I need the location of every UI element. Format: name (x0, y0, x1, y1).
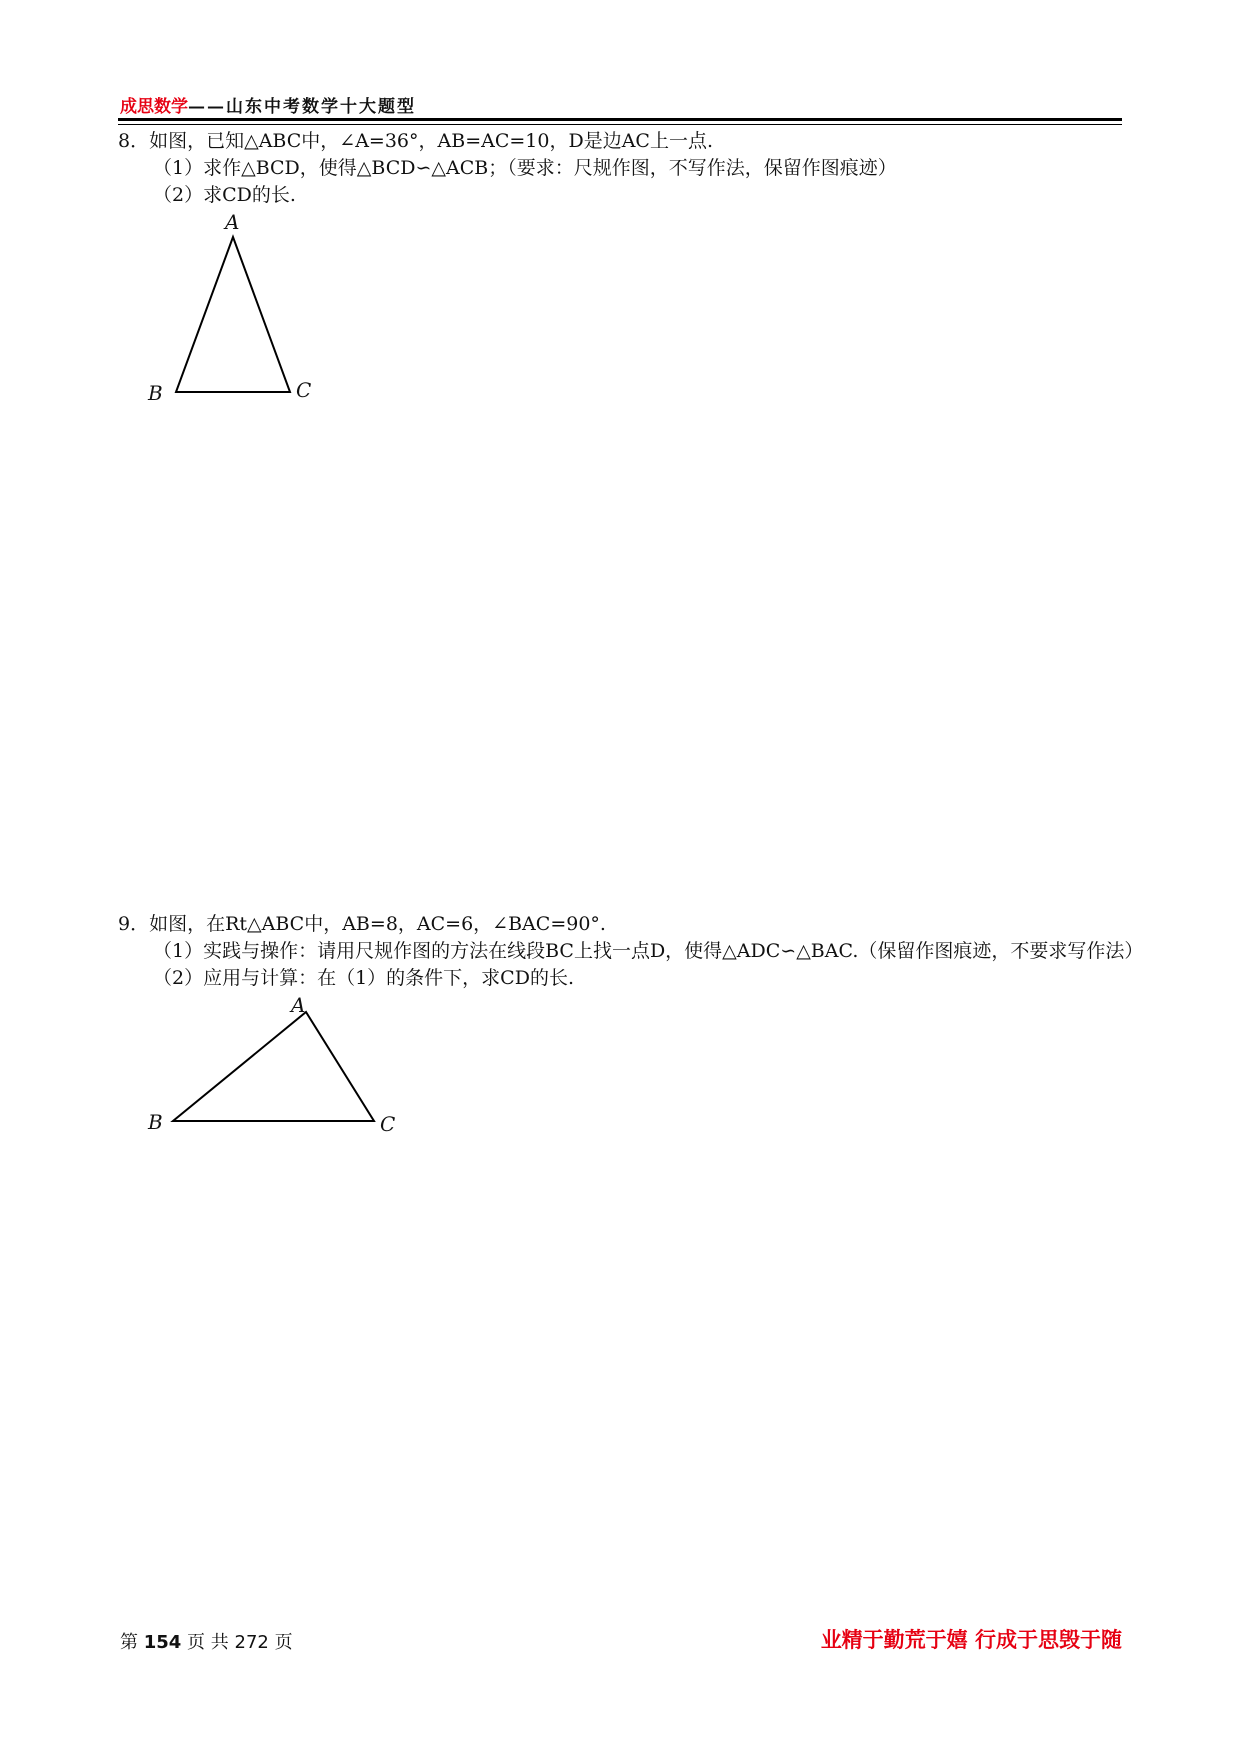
q8-stem: 8．如图，已知△ABC中，∠A=36°，AB=AC=10，D是边AC上一点. (118, 130, 714, 152)
brand-name: 成思数学 (120, 97, 188, 117)
footer-motto: 业精于勤荒于嬉 行成于思毁于随 (820, 1628, 1122, 1652)
q8-triangle-figure (147, 210, 311, 405)
header-subtitle: ——山东中考数学十大题型 (188, 97, 416, 117)
q8-label-c: C (296, 378, 312, 402)
q8-part2: （2）求CD的长. (153, 184, 296, 206)
q8-triangle (176, 237, 290, 392)
q8-label-a: A (225, 210, 240, 234)
q9-triangle-figure (147, 993, 395, 1136)
page-prefix: 第 (120, 1632, 138, 1653)
q9-label-a: A (291, 993, 306, 1017)
page-mid: 页 共 (187, 1632, 229, 1653)
q9-part1: （1）实践与操作：请用尺规作图的方法在线段BC上找一点D，使得△ADC∽△BAC.（保留作图痕迹，不要求写作法） (153, 940, 1144, 962)
q8-label-b: B (148, 381, 163, 405)
page-current: 154 (143, 1632, 182, 1653)
page-suffix: 页 (274, 1632, 293, 1653)
q9-part2: （2）应用与计算：在（1）的条件下，求CD的长. (153, 967, 574, 989)
page-total: 272 (234, 1632, 269, 1653)
q9-label-b: B (148, 1110, 163, 1134)
q9-triangle (173, 1012, 374, 1121)
page-number (120, 1628, 293, 1654)
q9-label-c: C (380, 1112, 396, 1136)
q8-part1: （1）求作△BCD，使得△BCD∽△ACB；（要求：尺规作图，不写作法，保留作图痕迹） (153, 157, 897, 179)
q9-stem: 9．如图，在Rt△ABC中，AB=8，AC=6，∠BAC=90°. (118, 913, 606, 935)
